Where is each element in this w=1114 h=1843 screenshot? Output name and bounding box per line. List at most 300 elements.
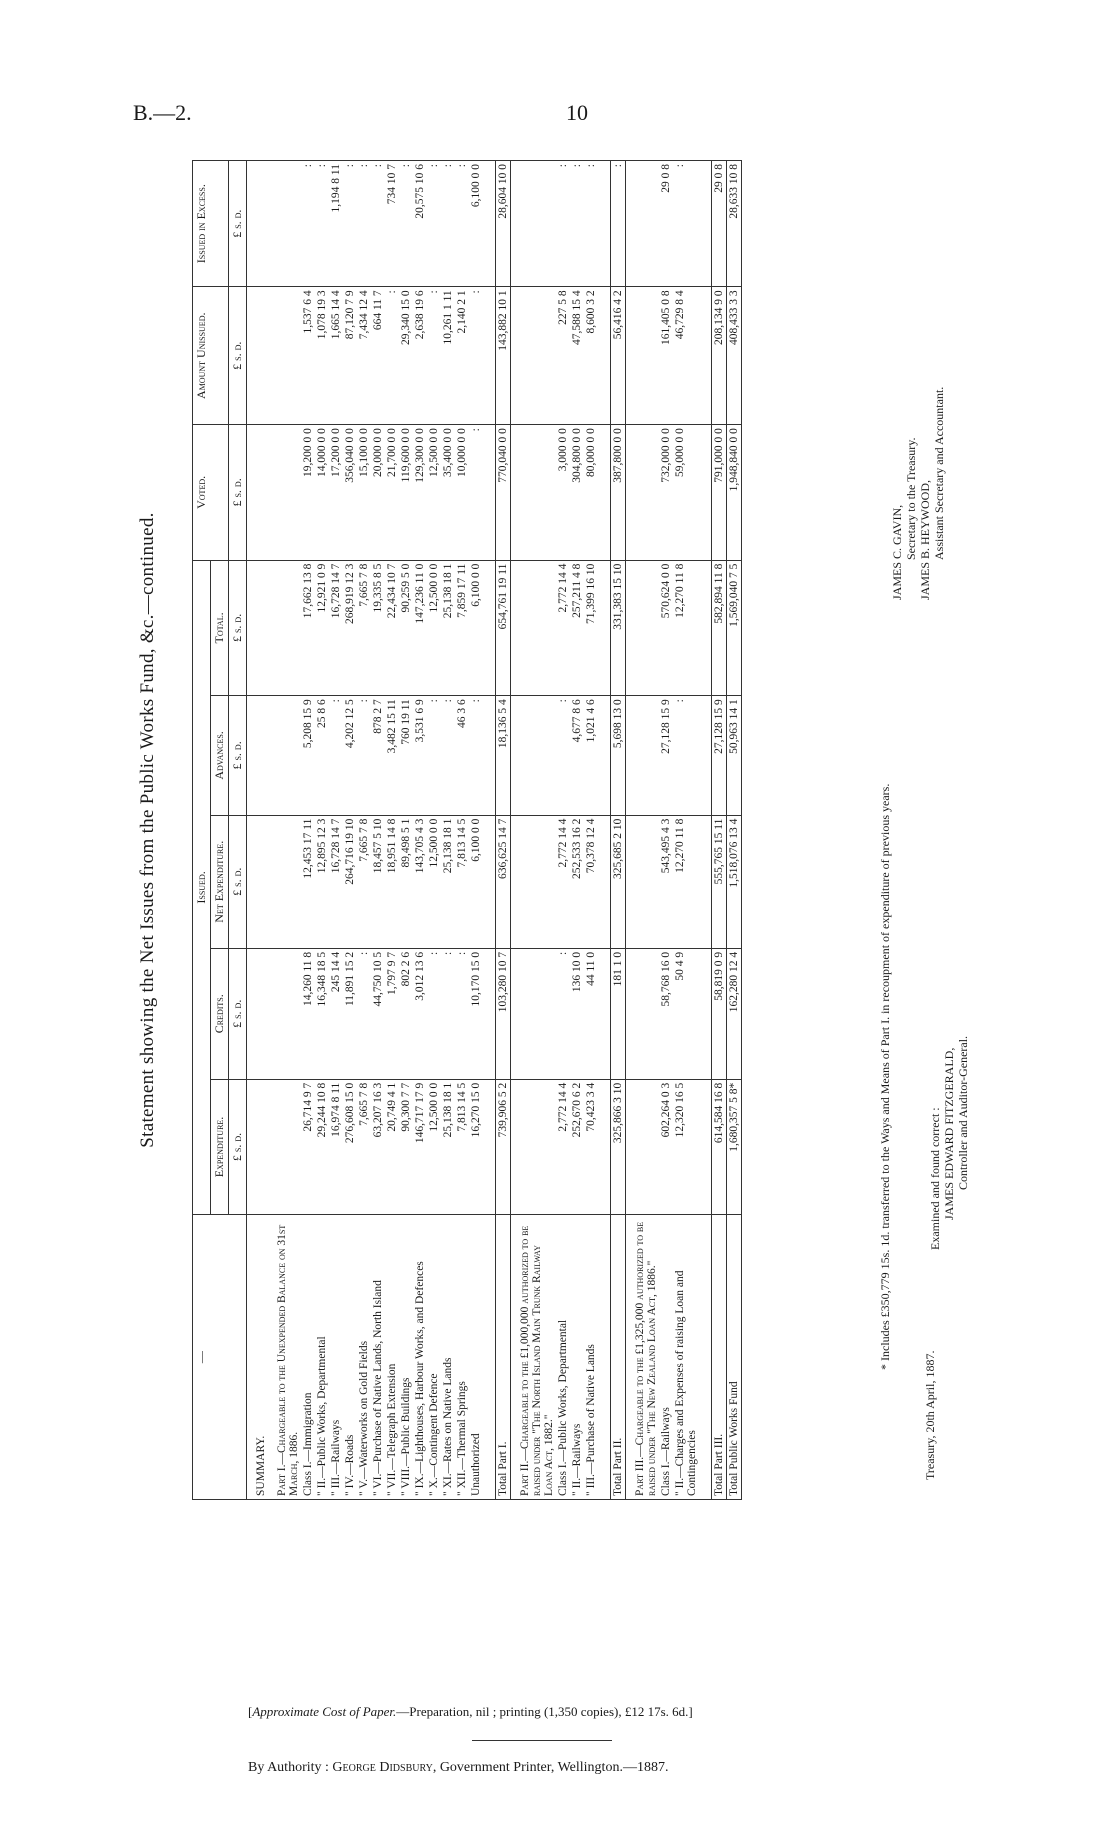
empty-cell xyxy=(247,287,269,425)
cell-exp: 614,584 16 8 xyxy=(712,1079,727,1215)
gavin-name: JAMES C. GAVIN, xyxy=(890,504,904,600)
cell-unissued: 227 5 8 xyxy=(556,287,570,425)
cell-unissued: : xyxy=(469,287,483,425)
expenditure-header: Expenditure. xyxy=(211,1079,229,1215)
spacer-row xyxy=(598,161,611,1500)
cell-exp: 325,866 3 10 xyxy=(611,1079,626,1215)
row-label: " XI.—Rates on Native Lands xyxy=(441,1215,455,1500)
empty-cell xyxy=(511,815,557,948)
summary-heading-row xyxy=(247,161,269,1500)
cell-exp: 25,138 18 1 xyxy=(441,1079,455,1215)
part3-total-row xyxy=(712,161,727,1500)
cell-exp: 20,749 4 1 xyxy=(385,1079,399,1215)
authority-prefix: By Authority : xyxy=(248,1760,329,1775)
row-label: " XII.—Thermal Springs xyxy=(455,1215,469,1500)
cell-cred: 16,348 18 5 xyxy=(315,948,329,1079)
cell-exp: 1,680,357 5 8* xyxy=(727,1079,742,1215)
empty-cell xyxy=(268,948,301,1079)
fitzgerald-name: JAMES EDWARD FITZGERALD, xyxy=(942,1047,956,1220)
cell-unissued: 208,134 9 0 xyxy=(712,287,727,425)
cell-exp: 29,244 10 8 xyxy=(315,1079,329,1215)
cell-adv: 50,963 14 1 xyxy=(727,696,742,815)
section-heading: Part I.—Chargeable to the Unexpended Balance on 31st March, 1886. xyxy=(268,1215,301,1500)
cell-unissued: 46,729 8 4 xyxy=(673,287,699,425)
cell-excess: : xyxy=(371,161,385,287)
cell-excess: 6,100 0 0 xyxy=(469,161,483,287)
cell-adv: : xyxy=(556,696,570,815)
cell-exp: 276,608 15 0 xyxy=(343,1079,357,1215)
row-label: " III.—Purchase of Native Lands xyxy=(584,1215,598,1500)
cell-voted: : xyxy=(469,425,483,561)
cell-tot: 570,624 0 0 xyxy=(659,560,673,696)
empty-cell xyxy=(247,815,269,948)
empty-cell xyxy=(483,560,496,696)
cell-excess: 29 0 8 xyxy=(659,161,673,287)
table-row xyxy=(301,161,315,1500)
cell-unissued: 408,433 3 3 xyxy=(727,287,742,425)
empty-cell xyxy=(511,425,557,561)
issued-in-excess-header: Issued in Excess. xyxy=(193,161,229,287)
cell-unissued: 161,405 0 8 xyxy=(659,287,673,425)
cell-adv: 878 2 7 xyxy=(371,696,385,815)
divider xyxy=(472,1740,612,1741)
table-row xyxy=(455,161,469,1500)
label-column-header: — xyxy=(193,1215,247,1500)
empty-cell xyxy=(598,1215,611,1500)
cell-voted: 15,100 0 0 xyxy=(357,425,371,561)
cell-voted: 80,000 0 0 xyxy=(584,425,598,561)
table-row xyxy=(315,161,329,1500)
empty-cell xyxy=(699,948,712,1079)
cell-voted: 732,000 0 0 xyxy=(659,425,673,561)
empty-cell xyxy=(268,815,301,948)
cell-net: 18,951 14 8 xyxy=(385,815,399,948)
cell-net: 2,772 14 4 xyxy=(556,815,570,948)
table-row xyxy=(441,161,455,1500)
cell-cred: 245 14 4 xyxy=(329,948,343,1079)
table-row xyxy=(385,161,399,1500)
cell-tot: 6,100 0 0 xyxy=(469,560,483,696)
cell-voted: 19,200 0 0 xyxy=(301,425,315,561)
cell-net: 543,495 4 3 xyxy=(659,815,673,948)
cell-excess: 734 10 7 xyxy=(385,161,399,287)
cell-exp: 16,270 15 0 xyxy=(469,1079,483,1215)
cell-net: 1,518,076 13 4 xyxy=(727,815,742,948)
cost-of-paper: [Approximate Cost of Paper.—Preparation, nil ; printing (1,350 copies), £12 17s. 6d.] xyxy=(248,1704,693,1719)
empty-cell xyxy=(483,1215,496,1500)
empty-cell xyxy=(699,815,712,948)
row-label: Total Part II. xyxy=(611,1215,626,1500)
net-expenditure-header: Net Expenditure. xyxy=(211,815,229,948)
empty-cell xyxy=(626,1079,660,1215)
cell-excess: 20,575 10 6 xyxy=(413,161,427,287)
cell-excess: : xyxy=(301,161,315,287)
cell-cred: 136 10 0 xyxy=(570,948,584,1079)
lsd-unit: £ s. d. xyxy=(229,948,247,1079)
cell-adv: 3,531 6 9 xyxy=(413,696,427,815)
cell-net: 7,665 7 8 xyxy=(357,815,371,948)
cell-voted: 59,000 0 0 xyxy=(673,425,699,561)
cell-excess: : xyxy=(343,161,357,287)
cell-excess: 28,604 10 0 xyxy=(496,161,511,287)
cell-tot: 7,859 17 11 xyxy=(455,560,469,696)
part2-heading-row xyxy=(511,161,557,1500)
cell-net: 7,813 14 5 xyxy=(455,815,469,948)
table-row xyxy=(399,161,413,1500)
cell-cred: 11,891 15 2 xyxy=(343,948,357,1079)
statement-table xyxy=(192,160,742,1500)
heywood-name: JAMES B. HEYWOOD, xyxy=(918,480,932,600)
empty-cell xyxy=(247,560,269,696)
cell-adv: : xyxy=(469,696,483,815)
cell-excess: : xyxy=(441,161,455,287)
empty-cell xyxy=(511,287,557,425)
cell-cred: 14,260 11 8 xyxy=(301,948,315,1079)
row-label: Total Part III. xyxy=(712,1215,727,1500)
cell-adv: 5,698 13 0 xyxy=(611,696,626,815)
cell-net: 264,716 19 10 xyxy=(343,815,357,948)
cell-exp: 146,717 17 9 xyxy=(413,1079,427,1215)
cell-net: 16,728 14 7 xyxy=(329,815,343,948)
cell-tot: 2,772 14 4 xyxy=(556,560,570,696)
empty-cell xyxy=(699,161,712,287)
cell-cred: 44 11 0 xyxy=(584,948,598,1079)
cell-net: 25,138 18 1 xyxy=(441,815,455,948)
cell-exp: 26,714 9 7 xyxy=(301,1079,315,1215)
cell-adv: 18,136 5 4 xyxy=(496,696,511,815)
empty-cell xyxy=(626,287,660,425)
empty-cell xyxy=(598,948,611,1079)
cell-cred: : xyxy=(427,948,441,1079)
cell-exp: 602,264 0 3 xyxy=(659,1079,673,1215)
table-row xyxy=(357,161,371,1500)
part2-total-row xyxy=(611,161,626,1500)
cell-exp: 12,320 16 5 xyxy=(673,1079,699,1215)
cell-net: 18,457 5 10 xyxy=(371,815,385,948)
cell-excess: : xyxy=(611,161,626,287)
row-label: " II.—Charges and Expenses of raising Loan and Contingencies xyxy=(673,1215,699,1500)
cell-excess: : xyxy=(427,161,441,287)
row-label: Class I.—Railways xyxy=(659,1215,673,1500)
row-label: Total Public Works Fund xyxy=(727,1215,742,1500)
authority-suffix: , Government Printer, Wellington.—1887. xyxy=(432,1760,669,1775)
cell-cred: : xyxy=(441,948,455,1079)
cell-adv: 27,128 15 9 xyxy=(659,696,673,815)
row-label: Unauthorized xyxy=(469,1215,483,1500)
cell-exp: 90,300 7 7 xyxy=(399,1079,413,1215)
lsd-unit: £ s. d. xyxy=(229,560,247,696)
cell-cred: 58,768 16 0 xyxy=(659,948,673,1079)
cell-net: 325,685 2 10 xyxy=(611,815,626,948)
row-label: " VII.—Telegraph Extension xyxy=(385,1215,399,1500)
cell-exp: 63,207 16 3 xyxy=(371,1079,385,1215)
cell-unissued: 56,416 4 2 xyxy=(611,287,626,425)
cell-net: 12,500 0 0 xyxy=(427,815,441,948)
empty-cell xyxy=(626,560,660,696)
table-row xyxy=(584,161,598,1500)
cell-cred: : xyxy=(455,948,469,1079)
table-row xyxy=(329,161,343,1500)
cell-adv: 5,208 15 9 xyxy=(301,696,315,815)
cell-adv: 760 19 11 xyxy=(399,696,413,815)
empty-cell xyxy=(247,161,269,287)
cell-voted: 10,000 0 0 xyxy=(455,425,469,561)
empty-cell xyxy=(247,425,269,561)
row-label: " VIII.—Public Buildings xyxy=(399,1215,413,1500)
cell-voted: 119,600 0 0 xyxy=(399,425,413,561)
row-label: Class I.—Immigration xyxy=(301,1215,315,1500)
cell-tot: 7,665 7 8 xyxy=(357,560,371,696)
empty-cell xyxy=(598,815,611,948)
table-row xyxy=(343,161,357,1500)
cell-net: 70,378 12 4 xyxy=(584,815,598,948)
cell-net: 12,453 17 11 xyxy=(301,815,315,948)
row-label: " II.—Public Works, Departmental xyxy=(315,1215,329,1500)
cell-exp: 7,665 7 8 xyxy=(357,1079,371,1215)
document-reference: B.—2. xyxy=(133,100,192,125)
cell-excess: : xyxy=(570,161,584,287)
cell-tot: 12,500 0 0 xyxy=(427,560,441,696)
empty-cell xyxy=(483,425,496,561)
empty-cell xyxy=(598,560,611,696)
cell-net: 6,100 0 0 xyxy=(469,815,483,948)
cell-unissued: 2,638 19 6 xyxy=(413,287,427,425)
cell-cred: 162,280 12 4 xyxy=(727,948,742,1079)
cell-exp: 739,906 5 2 xyxy=(496,1079,511,1215)
empty-cell xyxy=(598,161,611,287)
cell-net: 252,533 16 2 xyxy=(570,815,584,948)
empty-cell xyxy=(483,696,496,815)
cell-adv: 46 3 6 xyxy=(455,696,469,815)
cell-adv: : xyxy=(427,696,441,815)
cell-adv: : xyxy=(673,696,699,815)
lsd-unit: £ s. d. xyxy=(229,696,247,815)
cell-voted: 1,948,840 0 0 xyxy=(727,425,742,561)
empty-cell xyxy=(268,425,301,561)
empty-cell xyxy=(511,948,557,1079)
empty-cell xyxy=(699,560,712,696)
lsd-unit: £ s. d. xyxy=(229,1079,247,1215)
cell-exp: 70,423 3 4 xyxy=(584,1079,598,1215)
part1-total-row xyxy=(496,161,511,1500)
page-number: 10 xyxy=(566,100,588,125)
examined-line: Examined and found correct : xyxy=(928,1107,942,1250)
cell-unissued: 1,665 14 4 xyxy=(329,287,343,425)
empty-cell xyxy=(483,815,496,948)
cell-unissued: : xyxy=(427,287,441,425)
cell-excess: 28,633 10 8 xyxy=(727,161,742,287)
cell-voted: 387,800 0 0 xyxy=(611,425,626,561)
empty-cell xyxy=(598,425,611,561)
row-label: Total Part I. xyxy=(496,1215,511,1500)
cell-excess: : xyxy=(455,161,469,287)
empty-cell xyxy=(626,948,660,1079)
cell-exp: 16,974 8 11 xyxy=(329,1079,343,1215)
treasury-signatures xyxy=(890,387,946,600)
cell-cred: 103,280 10 7 xyxy=(496,948,511,1079)
cell-tot: 25,138 18 1 xyxy=(441,560,455,696)
fitzgerald-title: Controller and Auditor-General. xyxy=(956,1035,970,1190)
table-row xyxy=(427,161,441,1500)
part1-heading-row xyxy=(268,161,301,1500)
empty-cell xyxy=(483,287,496,425)
empty-cell xyxy=(247,696,269,815)
cell-voted: 35,400 0 0 xyxy=(441,425,455,561)
cell-unissued: 29,340 15 0 xyxy=(399,287,413,425)
empty-cell xyxy=(598,1079,611,1215)
cell-excess: : xyxy=(556,161,570,287)
empty-cell xyxy=(699,1079,712,1215)
cell-tot: 12,270 11 8 xyxy=(673,560,699,696)
cell-tot: 16,728 14 7 xyxy=(329,560,343,696)
empty-cell xyxy=(511,696,557,815)
cell-adv: : xyxy=(329,696,343,815)
cell-unissued: 10,261 1 11 xyxy=(441,287,455,425)
cell-adv: 4,677 8 6 xyxy=(570,696,584,815)
cell-unissued: 8,600 3 2 xyxy=(584,287,598,425)
lsd-unit: £ s. d. xyxy=(229,287,247,425)
cell-tot: 147,236 11 0 xyxy=(413,560,427,696)
empty-cell xyxy=(699,696,712,815)
empty-cell xyxy=(268,287,301,425)
cell-net: 89,498 5 1 xyxy=(399,815,413,948)
cell-unissued: 2,140 2 1 xyxy=(455,287,469,425)
cell-exp: 2,772 14 4 xyxy=(556,1079,570,1215)
cell-tot: 17,662 13 8 xyxy=(301,560,315,696)
cell-tot: 331,383 15 10 xyxy=(611,560,626,696)
lsd-unit: £ s. d. xyxy=(229,815,247,948)
cell-voted: 129,300 0 0 xyxy=(413,425,427,561)
cell-unissued: 1,537 6 4 xyxy=(301,287,315,425)
cell-unissued: 143,882 10 1 xyxy=(496,287,511,425)
cell-excess: : xyxy=(584,161,598,287)
cell-voted: 791,000 0 0 xyxy=(712,425,727,561)
voted-header: Voted. xyxy=(193,425,229,561)
cell-cred: 802 2 6 xyxy=(399,948,413,1079)
cell-excess: : xyxy=(357,161,371,287)
total-header: Total. xyxy=(211,560,229,696)
empty-cell xyxy=(626,696,660,815)
empty-cell xyxy=(511,161,557,287)
footnote: * Includes £350,779 15s. 1d. transferred to the Ways and Means of Part I. in recoupment of expenditure of previous years. xyxy=(878,783,892,1370)
cell-cred: 3,012 13 6 xyxy=(413,948,427,1079)
cell-tot: 90,259 5 0 xyxy=(399,560,413,696)
empty-cell xyxy=(483,1079,496,1215)
gavin-title: Secretary to the Treasury. xyxy=(904,437,918,560)
spacer-row xyxy=(483,161,496,1500)
cell-tot: 22,434 10 7 xyxy=(385,560,399,696)
cell-unissued: 47,588 15 4 xyxy=(570,287,584,425)
table-row xyxy=(570,161,584,1500)
cell-voted: 20,000 0 0 xyxy=(371,425,385,561)
table-row xyxy=(413,161,427,1500)
cell-tot: 654,761 19 11 xyxy=(496,560,511,696)
spacer-row xyxy=(699,161,712,1500)
cell-unissued: 664 11 7 xyxy=(371,287,385,425)
empty-cell xyxy=(247,1079,269,1215)
cost-label: Approximate Cost of Paper. xyxy=(252,1704,397,1719)
cell-adv: 4,202 12 5 xyxy=(343,696,357,815)
cell-voted: 21,700 0 0 xyxy=(385,425,399,561)
empty-cell xyxy=(483,161,496,287)
cell-adv: : xyxy=(357,696,371,815)
cell-exp: 12,500 0 0 xyxy=(427,1079,441,1215)
cell-exp: 7,813 14 5 xyxy=(455,1079,469,1215)
cell-cred: 10,170 15 0 xyxy=(469,948,483,1079)
cell-excess: : xyxy=(673,161,699,287)
row-label: " X.—Contingent Defence xyxy=(427,1215,441,1500)
empty-cell xyxy=(699,287,712,425)
lsd-unit: £ s. d. xyxy=(229,161,247,287)
cell-adv: 1,021 4 6 xyxy=(584,696,598,815)
amount-unissued-header: Amount Unissued. xyxy=(193,287,229,425)
cell-excess: 29 0 8 xyxy=(712,161,727,287)
cell-excess: 1,194 8 11 xyxy=(329,161,343,287)
cell-net: 555,765 15 11 xyxy=(712,815,727,948)
advances-header: Advances. xyxy=(211,696,229,815)
empty-cell xyxy=(626,161,660,287)
cell-adv: 25 8 6 xyxy=(315,696,329,815)
row-label: " VI.—Purchase of Native Lands, North Island xyxy=(371,1215,385,1500)
cell-cred: : xyxy=(556,948,570,1079)
cell-cred: 181 1 0 xyxy=(611,948,626,1079)
table-row xyxy=(659,161,673,1500)
section-heading: SUMMARY. xyxy=(247,1215,269,1500)
printer-name: George Didsbury xyxy=(332,1760,433,1775)
cell-net: 636,625 14 7 xyxy=(496,815,511,948)
cell-net: 12,270 11 8 xyxy=(673,815,699,948)
part3-heading-row xyxy=(626,161,660,1500)
cell-tot: 12,921 0 9 xyxy=(315,560,329,696)
cost-text: —Preparation, nil ; printing (1,350 copies), £12 17s. 6d. xyxy=(396,1704,689,1719)
row-label: " IV.—Roads xyxy=(343,1215,357,1500)
cell-excess: : xyxy=(399,161,413,287)
cell-voted: 14,000 0 0 xyxy=(315,425,329,561)
credits-header: Credits. xyxy=(211,948,229,1079)
row-label: " IX.—Lighthouses, Harbour Works, and Defences xyxy=(413,1215,427,1500)
cell-voted: 304,800 0 0 xyxy=(570,425,584,561)
cell-adv: : xyxy=(441,696,455,815)
cell-cred: 1,797 9 7 xyxy=(385,948,399,1079)
rotated-statement-page xyxy=(128,160,968,1500)
examined-block xyxy=(928,1036,970,1250)
cell-unissued: : xyxy=(385,287,399,425)
empty-cell xyxy=(268,696,301,815)
empty-cell xyxy=(511,560,557,696)
empty-cell xyxy=(598,287,611,425)
cell-adv: 3,482 15 11 xyxy=(385,696,399,815)
statement-title: Statement showing the Net Issues from the Public Works Fund, &c.—continued. xyxy=(137,512,158,1148)
cell-voted: 356,040 0 0 xyxy=(343,425,357,561)
authority-line xyxy=(248,1760,668,1776)
empty-cell xyxy=(247,948,269,1079)
row-label: " III.—Railways xyxy=(329,1215,343,1500)
cell-cred: 44,750 10 5 xyxy=(371,948,385,1079)
empty-cell xyxy=(626,425,660,561)
cell-adv: 27,128 15 9 xyxy=(712,696,727,815)
empty-cell xyxy=(699,425,712,561)
empty-cell xyxy=(268,161,301,287)
section-heading: Part II.—Chargeable to the £1,000,000 authorized to be raised under "The North Island Main Trunk Railway Loan Act, 1882." xyxy=(511,1215,557,1500)
cell-tot: 71,399 16 10 xyxy=(584,560,598,696)
cell-cred: 58,819 0 9 xyxy=(712,948,727,1079)
table-row xyxy=(469,161,483,1500)
cell-cred: : xyxy=(357,948,371,1079)
cell-tot: 19,335 8 5 xyxy=(371,560,385,696)
cell-unissued: 7,434 12 4 xyxy=(357,287,371,425)
row-label: Class I.—Public Works, Departmental xyxy=(556,1215,570,1500)
cell-tot: 1,569,040 7 5 xyxy=(727,560,742,696)
